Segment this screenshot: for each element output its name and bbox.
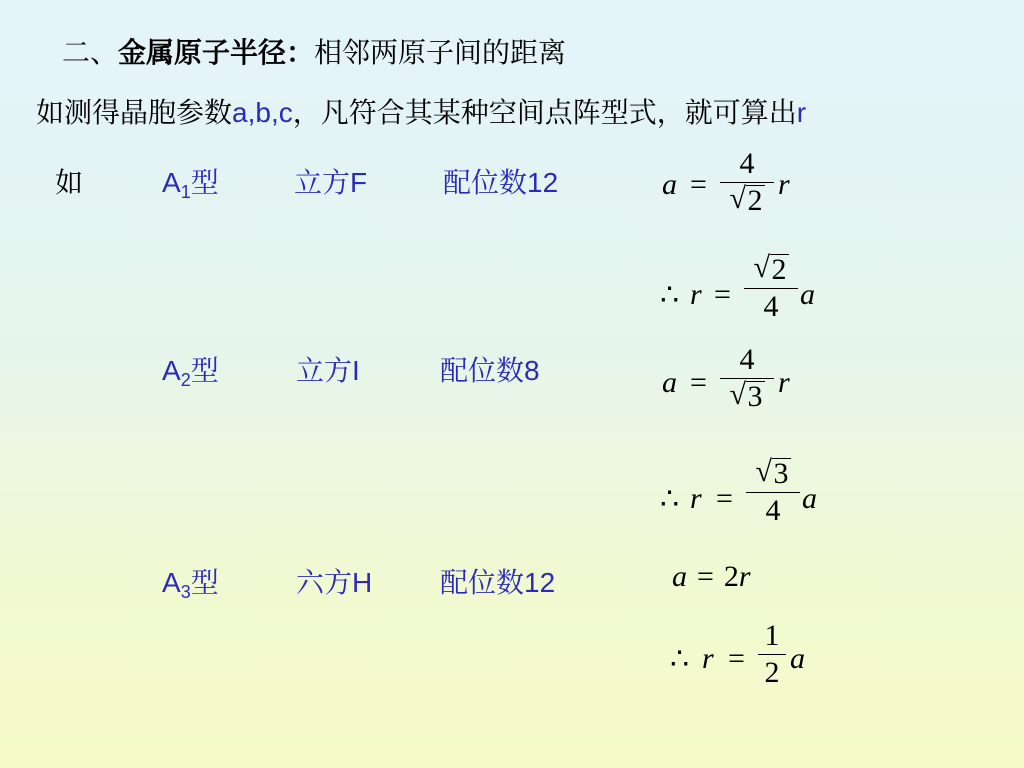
intro-params: a,b,c: [232, 97, 293, 128]
lattice-code: H: [352, 567, 373, 598]
sqrt-symbol: √ 2: [753, 251, 787, 286]
formula-lhs: a: [662, 168, 677, 201]
intro-part1: 如测得晶胞参数: [36, 96, 233, 129]
coord-cn: 配位数: [440, 566, 525, 599]
formula-rhs: a: [802, 482, 817, 515]
row-2-formula-a: [662, 342, 802, 432]
formula-eq: =: [728, 642, 745, 675]
therefore-symbol: ∴: [660, 483, 680, 516]
heading-description: 相邻两原子间的距离: [314, 36, 567, 69]
row-3-lattice: [296, 566, 372, 600]
sqrt-radicand: 2: [771, 253, 787, 286]
row-3-type: [162, 566, 219, 600]
formula-eq: =: [690, 366, 707, 399]
coord-cn: 配位数: [440, 354, 525, 387]
coord-num: 8: [524, 355, 540, 386]
therefore-symbol: ∴: [660, 279, 680, 312]
formula-eq: =: [690, 168, 707, 201]
type-subscript: 2: [180, 370, 191, 390]
lattice-cn: 六方: [296, 566, 353, 599]
type-suffix: 型: [190, 354, 219, 387]
type-subscript: 1: [180, 182, 191, 202]
fraction: [720, 342, 774, 415]
sqrt-radicand: 3: [747, 380, 763, 413]
formula-lhs: r: [690, 482, 702, 515]
fraction-denominator: [720, 379, 774, 415]
coord-cn: 配位数: [443, 166, 528, 199]
formula-eq: =: [714, 278, 731, 311]
formula-lhs: a: [672, 560, 687, 593]
type-suffix: 型: [190, 166, 219, 199]
intro-var: r: [796, 97, 807, 128]
lattice-code: F: [350, 167, 368, 198]
fraction: [758, 618, 786, 691]
lattice-code: I: [352, 355, 360, 386]
row-3-coordination: [440, 566, 555, 600]
row-1-lattice: [294, 166, 367, 200]
fraction-denominator: 4: [765, 494, 781, 527]
formula-lhs: r: [702, 642, 714, 675]
fraction-denominator: 2: [764, 656, 780, 689]
fraction: [720, 146, 774, 219]
row-3-formula-a: [672, 560, 792, 600]
formula-rhs: a: [800, 278, 815, 311]
fraction-numerator: [744, 252, 798, 288]
fraction: [744, 252, 798, 325]
sqrt-radicand: 2: [747, 184, 763, 217]
fraction-denominator: 4: [763, 290, 779, 323]
type-subscript: 3: [180, 582, 191, 602]
row-2-type: [162, 354, 219, 388]
sqrt-symbol: √ 2: [729, 182, 763, 217]
formula-lhs: r: [690, 278, 702, 311]
lattice-cn: 立方: [294, 166, 351, 199]
intro-part2: ，凡符合其某种空间点阵型式，就可算出: [292, 96, 797, 129]
coord-num: 12: [524, 567, 556, 598]
sqrt-radicand: 3: [773, 457, 789, 490]
row-2-formula-r: [660, 450, 830, 540]
fraction-numerator: 4: [739, 343, 755, 376]
formula-rhs: r: [738, 560, 751, 593]
fraction-numerator: 1: [764, 619, 780, 652]
example-label: 如: [55, 166, 84, 199]
type-letter: A: [162, 167, 181, 198]
fraction-numerator: 4: [739, 147, 755, 180]
intro-line: [36, 96, 806, 130]
heading: [62, 36, 566, 70]
type-suffix: 型: [190, 566, 219, 599]
row-1-coordination: [443, 166, 558, 200]
coord-num: 12: [527, 167, 559, 198]
formula-coefficient: 2: [723, 560, 739, 593]
formula-eq: =: [697, 560, 714, 593]
heading-prefix: 二、: [62, 36, 119, 69]
sqrt-symbol: √ 3: [755, 455, 789, 490]
type-letter: A: [162, 567, 181, 598]
row-1-formula-a: [662, 146, 802, 232]
fraction-denominator: [720, 183, 774, 219]
therefore-symbol: ∴: [670, 643, 690, 676]
sqrt-symbol: √ 3: [729, 378, 763, 413]
type-letter: A: [162, 355, 181, 386]
formula-lhs: a: [662, 366, 677, 399]
formula-rhs: a: [790, 642, 805, 675]
row-1-formula-r: [660, 246, 830, 336]
row-2-lattice: [296, 354, 360, 388]
fraction: [746, 456, 800, 529]
lattice-cn: 立方: [296, 354, 353, 387]
heading-title: 金属原子半径：: [118, 36, 315, 69]
row-1-type: [162, 166, 219, 200]
formula-rhs: r: [778, 168, 790, 201]
row-2-coordination: [440, 354, 540, 388]
formula-rhs: r: [778, 366, 790, 399]
fraction-numerator: [746, 456, 800, 492]
row-3-formula-r: [670, 618, 820, 708]
formula-eq: =: [716, 482, 733, 515]
